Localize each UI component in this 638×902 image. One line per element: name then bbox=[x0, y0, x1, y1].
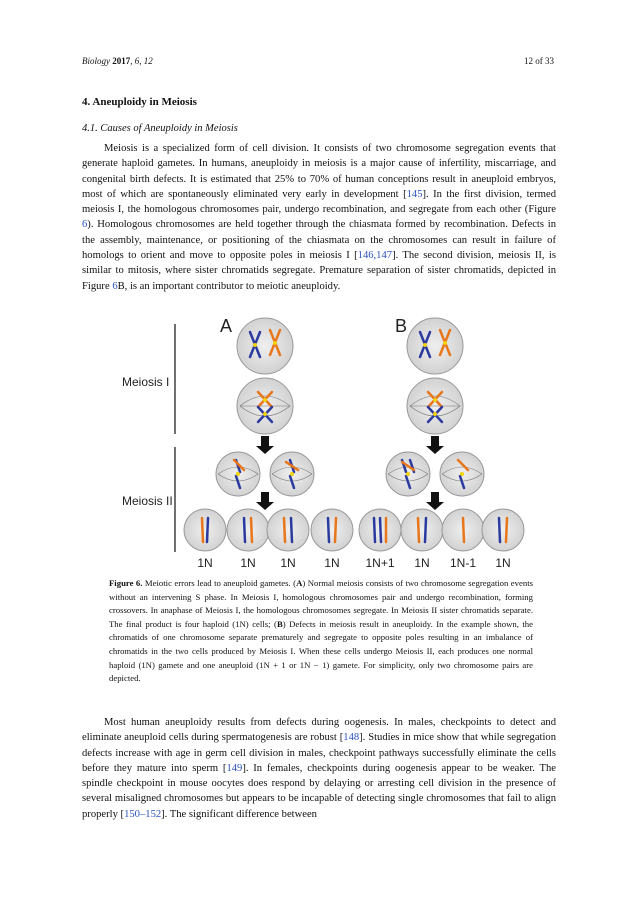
para2-text: ]. Studies in mice show that while segregation defects increase with age in germ cell division in males, checkpoint pathways successfully eliminate the cells before they mature into sperm [ bbox=[82, 732, 557, 774]
subsection-heading: 4.1. Causes of Aneuploidy in Meiosis bbox=[82, 123, 238, 134]
paragraph-2 bbox=[82, 715, 556, 822]
para1-text: B, is an important contributor to meiotic aneuploidy. bbox=[117, 280, 341, 292]
caption-panel-ref: A bbox=[296, 578, 303, 588]
arrow-shaft bbox=[261, 436, 269, 446]
figure-caption bbox=[109, 577, 533, 686]
panel-b bbox=[359, 318, 524, 551]
arrow-head bbox=[256, 502, 274, 510]
para1-text: Meiosis is a specialized form of cell division. It consists of two chromosome segregation events that generate haploid gametes. In humans, aneuploidy in meiosis is a major cause of infertility, miscarriage, and congenital birth defects. It is estimated that 25% to 70% of human conceptions result in aneuploid embryos, most of which are spontaneously eliminated very early in development [ bbox=[82, 143, 556, 200]
citation-link[interactable]: 149 bbox=[226, 762, 243, 774]
caption-text: ) Normal meiosis consists of two chromosome segregation events without an intervening S phase. In Meiosis I, homologous chromosomes pair and undergo recombination, forming crossovers. In anaphase of Meiosis I, the homologous chromosomes segregate. In Meiosis II sister chromatids separate. The final product is four haploid (1N) cells; ( bbox=[109, 578, 534, 629]
para2-text: ]. The significant difference between bbox=[161, 808, 317, 820]
para2-text: Most human aneuploidy results from defects during oogenesis. In males, checkpoints to detect and eliminate aneuploid cells during spermatogenesis are robust [ bbox=[82, 717, 556, 744]
para1-text: ]. In the first division, termed meiosis I, the homologous chromosomes pair, undergo recombination, and segregate from each other (Figure bbox=[82, 188, 557, 216]
arrow-head bbox=[426, 502, 444, 510]
gamete-label: 1N bbox=[414, 556, 430, 570]
cell bbox=[407, 318, 463, 374]
gamete-cells-b bbox=[359, 509, 524, 551]
gamete-label: 1N bbox=[197, 556, 213, 570]
paragraph-1 bbox=[82, 141, 556, 294]
journal-volume: , 6, 12 bbox=[130, 56, 153, 66]
meiosis2-label: Meiosis II bbox=[122, 494, 173, 508]
cell bbox=[237, 318, 293, 374]
figure-link[interactable]: 6 bbox=[82, 219, 88, 231]
gamete-cells-a bbox=[184, 509, 353, 551]
figure-link[interactable]: 6 bbox=[112, 280, 118, 292]
citation-link[interactable]: 150–152 bbox=[124, 808, 162, 820]
para1-text: ). Homologous chromosomes are held together through the chiasmata formed by recombination. Defects in the assembly, maintenance, or positioning of the chiasmata on the chromosomes can result in failure of homologs to orient and move to opposite poles in meiosis I [ bbox=[82, 219, 556, 262]
journal-name: Biology bbox=[82, 56, 110, 66]
citation-link[interactable]: 146,147 bbox=[357, 250, 393, 262]
page-number: 12 of 33 bbox=[524, 56, 554, 66]
caption-text: Meiotic errors lead to aneuploid gametes. ( bbox=[142, 578, 297, 588]
gamete-label: 1N bbox=[495, 556, 511, 570]
gamete-labels bbox=[197, 556, 510, 570]
arrow-shaft bbox=[261, 492, 269, 502]
meiosis1-label: Meiosis I bbox=[122, 375, 170, 389]
arrow-shaft bbox=[431, 492, 439, 502]
panel-a bbox=[184, 318, 353, 551]
arrow-shaft bbox=[431, 436, 439, 446]
gamete-label: 1N+1 bbox=[365, 556, 395, 570]
gamete-label: 1N bbox=[280, 556, 296, 570]
caption-panel-ref: B bbox=[276, 618, 283, 629]
citation-link[interactable]: 145 bbox=[406, 188, 423, 200]
panel-b-label: B bbox=[395, 316, 408, 336]
arrow-head bbox=[256, 446, 274, 454]
caption-label: Figure 6. bbox=[109, 578, 143, 588]
para2-text: ]. In females, checkpoints during oogenesis appear to be weaker. The spindle checkpoint in mouse oocytes does respond by delaying or arresting cell division in the presence of several misaligned chromosomes but appears to be incapable of detecting single chromosomes that fail to align properly [ bbox=[82, 762, 556, 820]
journal-year: 2017 bbox=[112, 56, 131, 66]
arrow-head bbox=[426, 446, 444, 454]
section-heading: 4. Aneuploidy in Meiosis bbox=[82, 96, 197, 108]
gamete-label: 1N bbox=[324, 556, 340, 570]
journal-citation bbox=[82, 56, 153, 66]
meiosis-figure bbox=[110, 312, 530, 572]
gamete-label: 1N-1 bbox=[449, 556, 477, 570]
gamete-label: 1N bbox=[240, 556, 256, 570]
caption-text: ) Defects in meiosis result in aneuploidy. In the example shown, the chromatids of one chromosome separate prematurely and segregate to opposite poles resulting in an imbalance of chromatids in the two cells produced by Meiosis I. When these cells undergo Meiosis II, each produces one normal haploid (1N) gamete and one aneuploid (1N + 1 or 1N − 1) gamete. For simplicity, only two chromosome pairs are depicted. bbox=[109, 618, 533, 684]
para1-text: ]. The second division, meiosis II, is similar to mitosis, where sister chromatids segregate. Premature separation of sister chromatids, depicted in Figure bbox=[82, 250, 557, 292]
panel-a-label: A bbox=[220, 316, 233, 336]
running-header bbox=[82, 56, 554, 70]
citation-link[interactable]: 148 bbox=[343, 732, 360, 744]
